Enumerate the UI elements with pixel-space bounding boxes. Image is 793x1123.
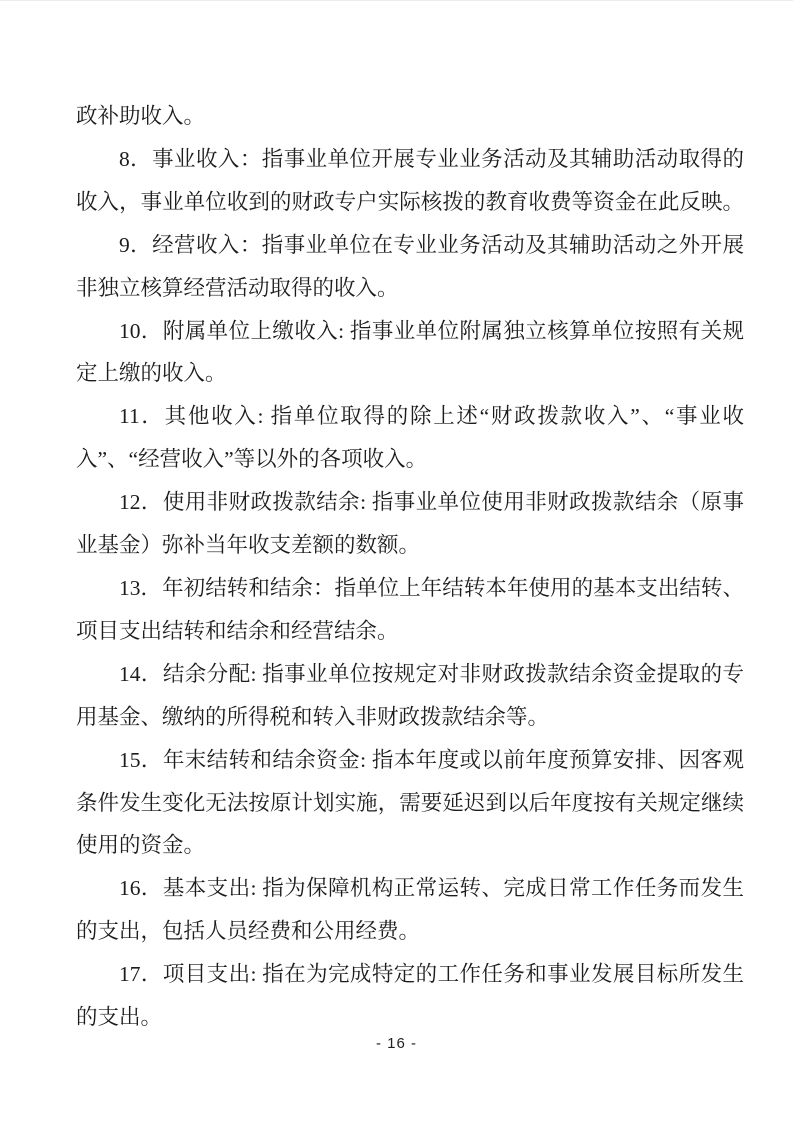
text-line: 14．结余分配: 指事业单位按规定对非财政拨款结余资金提取的专 [119, 661, 744, 686]
text-line: 收入，事业单位收到的财政专户实际核拨的教育收费等资金在此反映。 [76, 189, 744, 214]
text-line: 12．使用非财政拨款结余: 指事业单位使用非财政拨款结余（原事 [119, 490, 744, 515]
text-line: 的支出。 [76, 1005, 163, 1030]
text-line: 8．事业收入：指事业单位开展专业业务活动及其辅助活动取得的 [119, 146, 744, 171]
text-line: 9．经营收入：指事业单位在专业业务活动及其辅助活动之外开展 [119, 232, 744, 257]
text-line: 非独立核算经营活动取得的收入。 [76, 275, 399, 300]
page-footer [0, 1035, 793, 1053]
text-line: 13．年初结转和结余：指单位上年结转本年使用的基本支出结转、 [119, 575, 744, 600]
text-line: 10．附属单位上缴收入: 指事业单位附属独立核算单位按照有关规 [119, 318, 744, 343]
text-line: 项目支出结转和结余和经营结余。 [76, 618, 399, 643]
text-line: 使用的资金。 [76, 833, 206, 858]
text-line: 定上缴的收入。 [76, 361, 227, 386]
text-line: 用基金、缴纳的所得税和转入非财政拨款结余等。 [76, 704, 550, 729]
text-line: 16．基本支出: 指为保障机构正常运转、完成日常工作任务而发生 [119, 876, 744, 901]
text-line: 入”、“经营收入”等以外的各项收入。 [76, 447, 428, 472]
text-line: 15．年末结转和结余资金: 指本年度或以前年度预算安排、因客观 [119, 747, 744, 772]
body-text [76, 95, 744, 1039]
page-number: - 16 - [375, 1035, 417, 1052]
text-line: 的支出，包括人员经费和公用经费。 [76, 919, 421, 944]
text-line: 条件发生变化无法按原计划实施，需要延迟到以后年度按有关规定继续 [76, 790, 744, 815]
text-line: 政补助收入。 [76, 104, 206, 128]
text-line: 17．项目支出: 指在为完成特定的工作任务和事业发展目标所发生 [119, 962, 744, 987]
text-line: 11．其他收入: 指单位取得的除上述“财政拨款收入”、“事业收 [119, 404, 744, 429]
text-line: 业基金）弥补当年收支差额的数额。 [76, 533, 421, 558]
